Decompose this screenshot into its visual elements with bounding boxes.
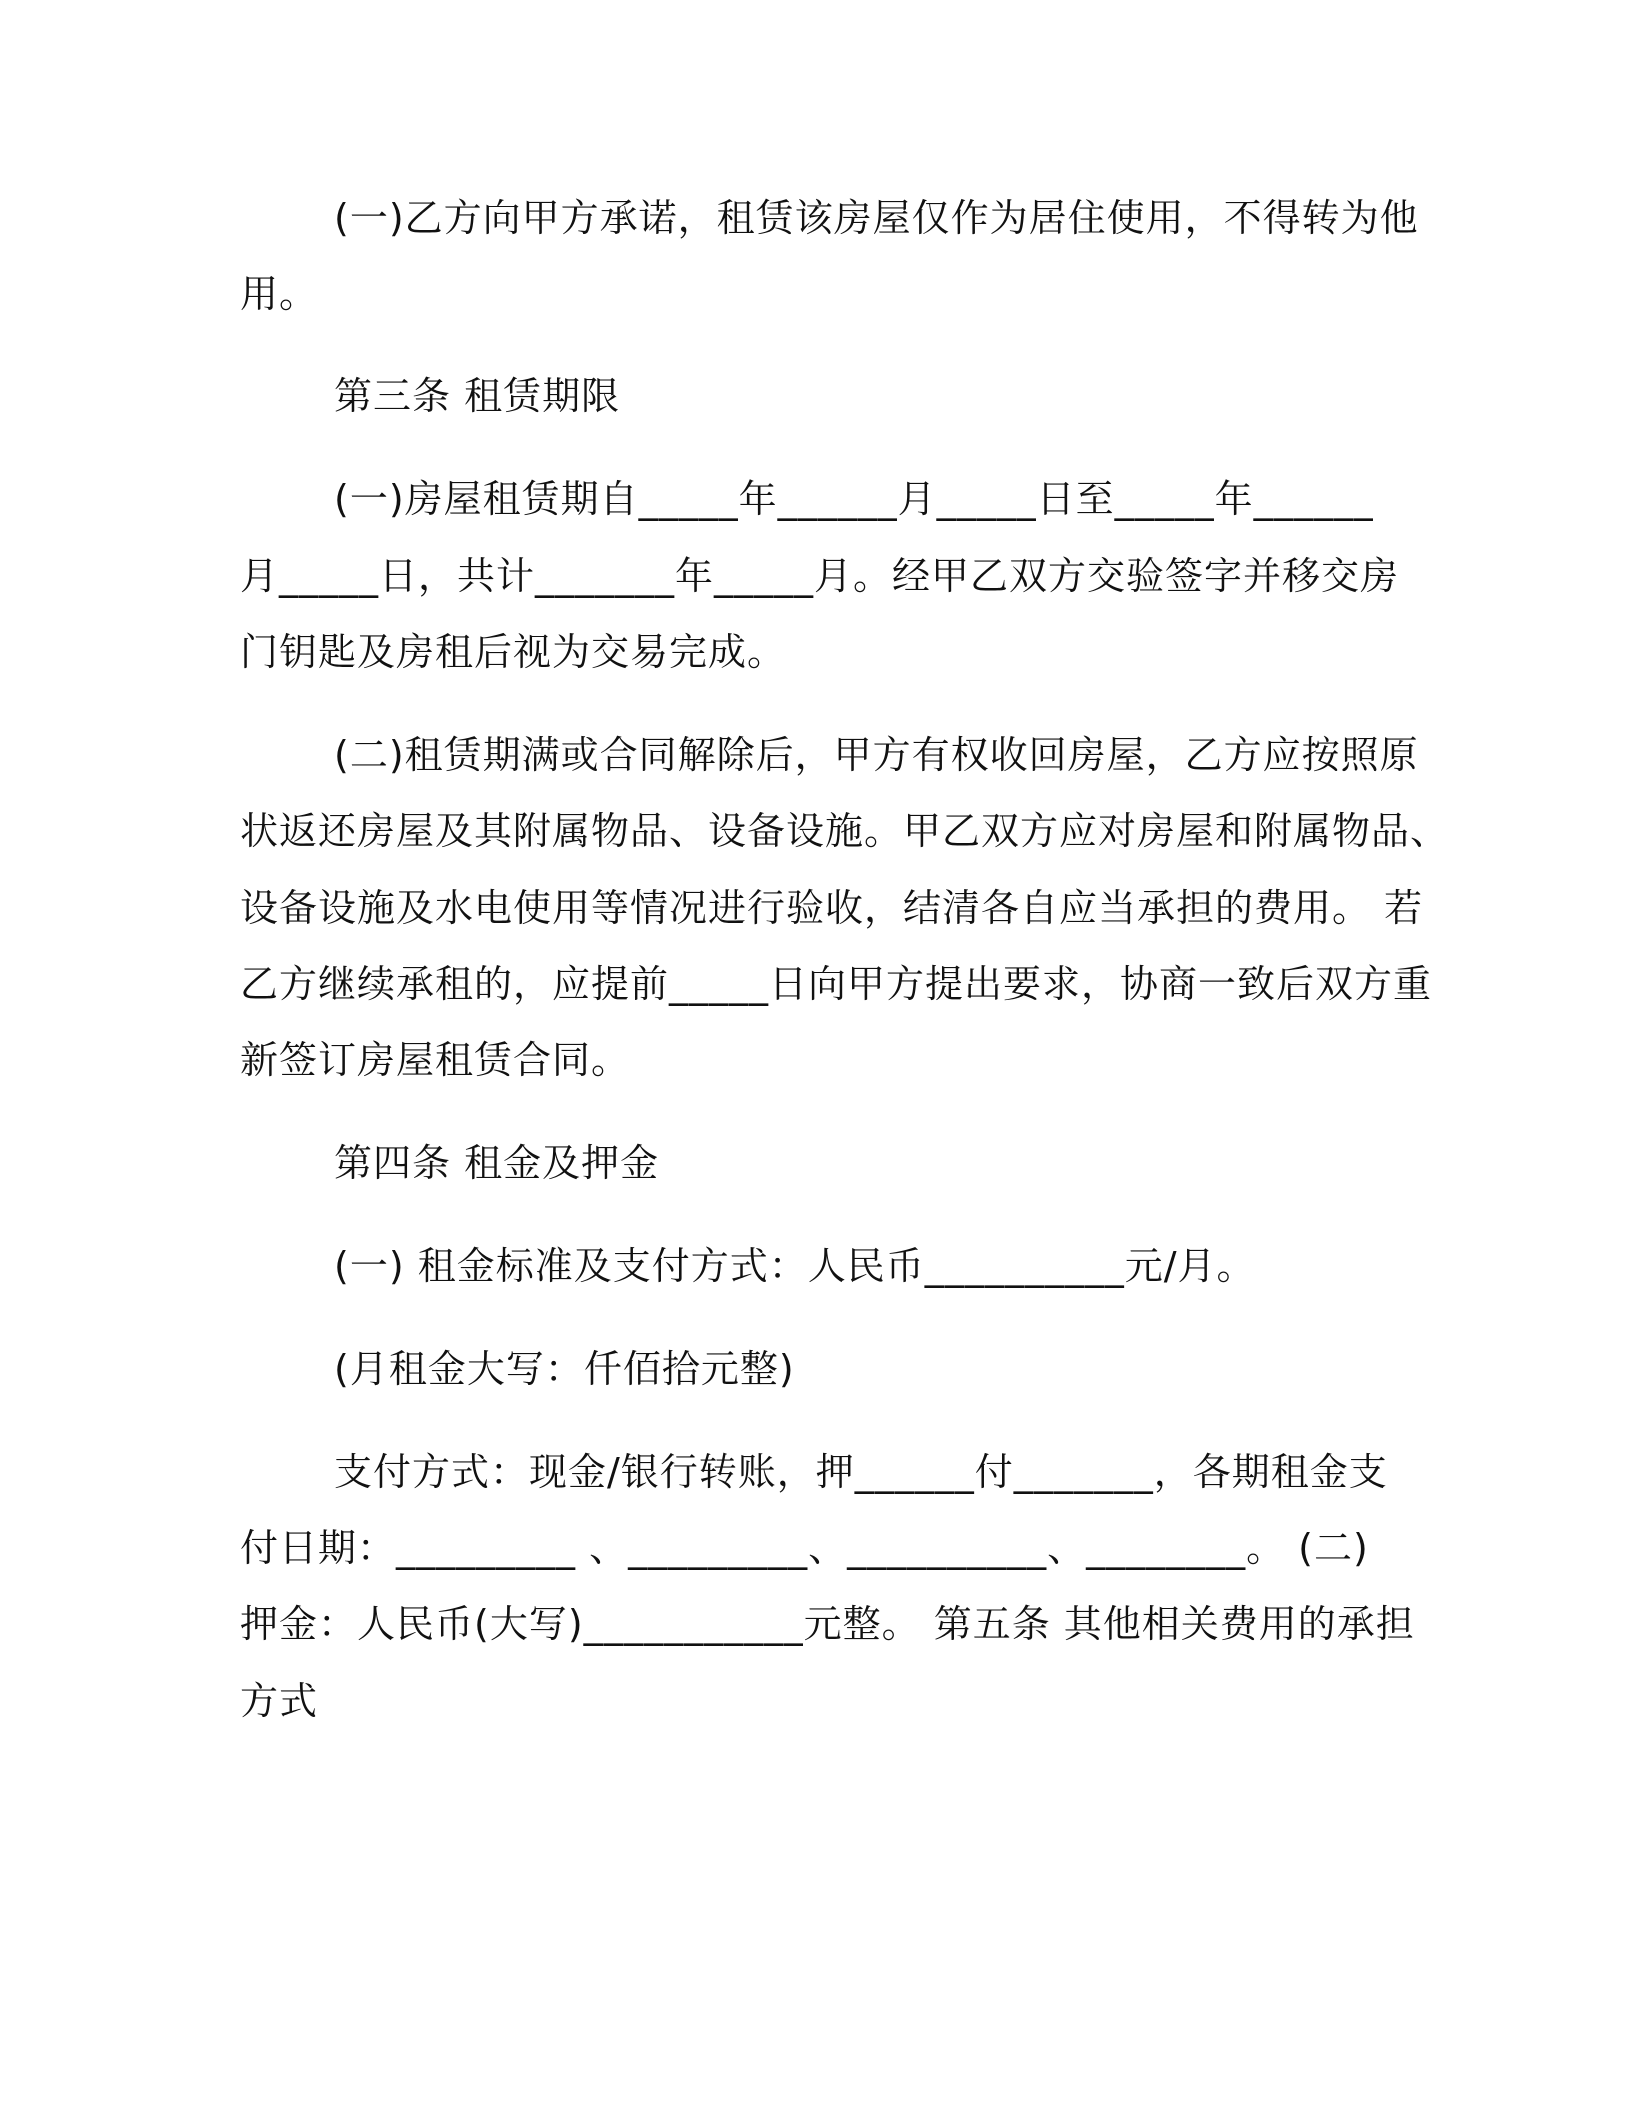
clause-3-item-1-line-1: (一)房屋租赁期自_____年______月_____日至_____年______ <box>334 477 1374 521</box>
clause-4-item-1: (一) 租金标准及支付方式：人民币__________元/月。 <box>334 1244 1256 1288</box>
clause-3-item-2-line-3: 设备设施及水电使用等情况进行验收，结清各自应当承担的费用。 若 <box>240 886 1424 930</box>
clause-2-item-1-line-1: (一)乙方向甲方承诺，租赁该房屋仅作为居住使用，不得转为他 <box>334 196 1419 240</box>
clause-2-item-1-line-2: 用。 <box>240 272 319 316</box>
deposit-line: 押金：人民币(大写)___________元整。 第五条 其他相关费用的承担 <box>240 1602 1415 1646</box>
payment-method-line-1: 支付方式：现金/银行转账，押______付_______，各期租金支 <box>334 1450 1388 1494</box>
clause-3-item-2-line-2: 状返还房屋及其附属物品、设备设施。甲乙双方应对房屋和附属物品、 <box>240 809 1450 853</box>
monthly-rent-in-words: (月租金大写：仟佰拾元整) <box>334 1347 795 1391</box>
clause-3-item-2-line-4: 乙方继续承租的，应提前_____日向甲方提出要求，协商一致后双方重 <box>240 962 1433 1006</box>
clause-3-heading: 第三条 租赁期限 <box>334 374 621 418</box>
clause-4-heading: 第四条 租金及押金 <box>334 1141 660 1185</box>
clause-3-item-1-line-2: 月_____日，共计_______年_____月。经甲乙双方交验签字并移交房 <box>240 554 1400 598</box>
clause-5-heading-continuation: 方式 <box>240 1679 319 1723</box>
clause-3-item-1-line-3: 门钥匙及房租后视为交易完成。 <box>240 630 787 674</box>
clause-3-item-2-line-1: (二)租赁期满或合同解除后，甲方有权收回房屋，乙方应按照原 <box>334 733 1419 777</box>
clause-3-item-2-line-5: 新签订房屋租赁合同。 <box>240 1038 631 1082</box>
payment-method-line-2: 付日期：_________ 、_________、__________、________。 (二) <box>240 1526 1369 1570</box>
